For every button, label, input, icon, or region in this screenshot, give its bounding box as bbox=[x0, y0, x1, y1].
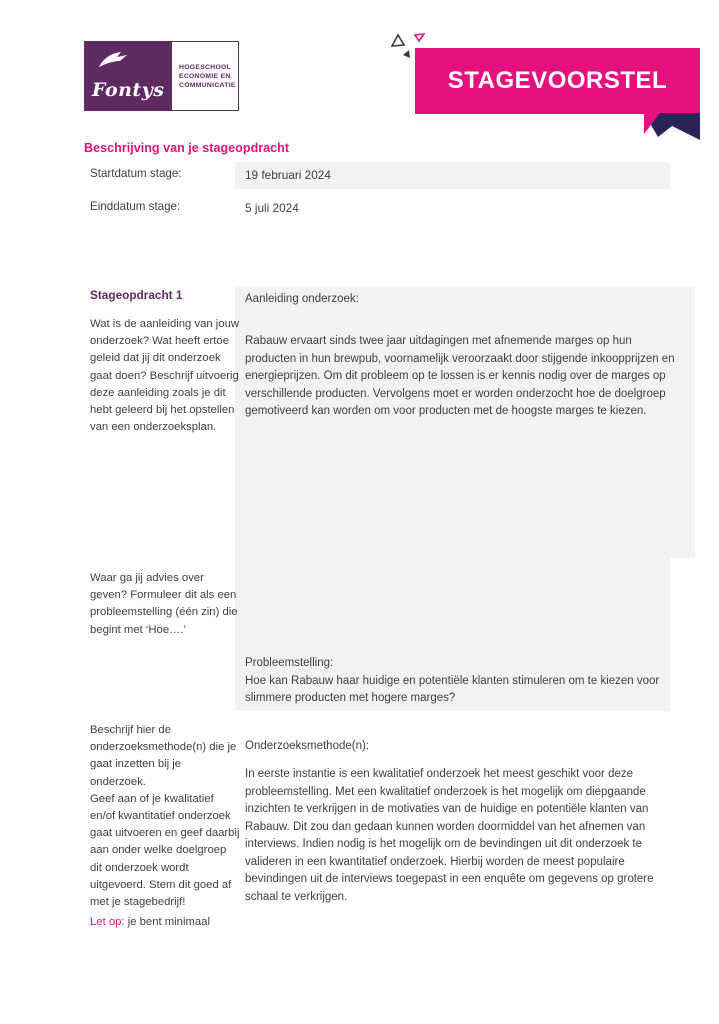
triangle-pink-icon bbox=[414, 33, 425, 43]
einddatum-value: 5 juli 2024 bbox=[245, 201, 299, 215]
question-methode bbox=[90, 722, 240, 911]
probleemstelling-answer-label: Probleemstelling: bbox=[245, 657, 334, 669]
question-methode-part1: Beschrijf hier de onderzoeksmethode(n) die je gaat inzetten bij je onderzoek. bbox=[90, 724, 237, 788]
note-line bbox=[90, 916, 210, 928]
question-methode-part2: Geef aan of je kwalitatief en/of kwantitatief onderzoek gaat uitvoeren en geef daarbij aan onder welke doelgroep dit onderzoek wordt uitgevoerd. Stem dit goed af met je stagebedrijf! bbox=[90, 792, 240, 909]
banner-title: STAGEVOORSTEL bbox=[447, 67, 668, 94]
fontys-fox-icon bbox=[97, 49, 131, 69]
note-label: Let op: bbox=[90, 916, 125, 928]
fontys-brand-text: Fontys bbox=[92, 79, 165, 101]
fontys-logo bbox=[84, 41, 239, 111]
page-title: Beschrijving van je stageopdracht bbox=[84, 141, 290, 155]
fontys-logo-purple-panel bbox=[85, 42, 172, 110]
stagevoorstel-banner bbox=[415, 48, 700, 114]
question-probleemstelling: Waar ga jij advies over geven? Formuleer dit als een probleemstelling (één zin) die begint met ‘Hoe….’ bbox=[90, 572, 238, 636]
school-name-line: COMMUNICATIE bbox=[179, 81, 236, 89]
probleemstelling-answer bbox=[245, 655, 677, 708]
aanleiding-field-bg bbox=[235, 287, 695, 558]
startdatum-value: 19 februari 2024 bbox=[245, 168, 331, 182]
fontys-school-panel bbox=[172, 42, 238, 110]
school-name-line: ECONOMIE EN bbox=[179, 72, 231, 80]
ribbon-fold bbox=[644, 113, 700, 140]
question-aanleiding: Wat is de aanleiding van jouw onderzoek? Wat heeft ertoe geleid dat jij dit onderzoek gaat doen? Beschrijf uitvoerig deze aanleiding zoals je dit hebt geleerd bij het opstellen van een onderzoeksplan. bbox=[90, 318, 240, 434]
methode-answer-label: Onderzoeksmethode(n): bbox=[245, 740, 370, 752]
note-text: je bent minimaal bbox=[124, 916, 210, 928]
probleemstelling-answer-text: Hoe kan Rabauw haar huidige en potentiële klanten stimuleren om te kiezen voor slimmere producten met hogere marges? bbox=[245, 674, 660, 704]
einddatum-label: Einddatum stage: bbox=[90, 200, 181, 213]
aanleiding-answer-label: Aanleiding onderzoek: bbox=[245, 293, 359, 305]
triangle-dark-icon bbox=[403, 50, 411, 59]
school-name-line: HOGESCHOOL bbox=[179, 63, 232, 71]
section-title: Stageopdracht 1 bbox=[90, 288, 183, 302]
methode-answer-text: In eerste instantie is een kwalitatief onderzoek het meest geschikt voor deze probleemstelling. Met een kwalitatief onderzoek is het mogelijk om diepgaande inzichten te verkrijgen in de motivaties van de huidige en potentiële klanten van Rabauw. Dit zou dan gedaan kunnen worden doormiddel van het afnemen van interviews. Indien nodig is het mogelijk om de bevindingen uit dit onderzoek te valideren in een kwantitatief onderzoek. Hierbij worden de meest populaire bevindingen uit de interviews toegepast in een enquête om gegevens op grotere schaal te verkrijgen. bbox=[245, 768, 654, 903]
triangle-outline-icon bbox=[391, 34, 405, 47]
startdatum-label: Startdatum stage: bbox=[90, 167, 182, 180]
aanleiding-answer-text: Rabauw ervaart sinds twee jaar uitdagingen met afnemende marges op hun producten in hun brewpub, voornamelijk veroorzaakt door stijgende inkoopprijzen en energieprijzen. Om dit probleem op te lossen is er kennis nodig over de marges op verschillende producten. Vervolgens moet er worden onderzocht hoe de doelgroep gemotiveerd kan worden om voor producten met de hoogste marges te kiezen. bbox=[245, 335, 675, 417]
